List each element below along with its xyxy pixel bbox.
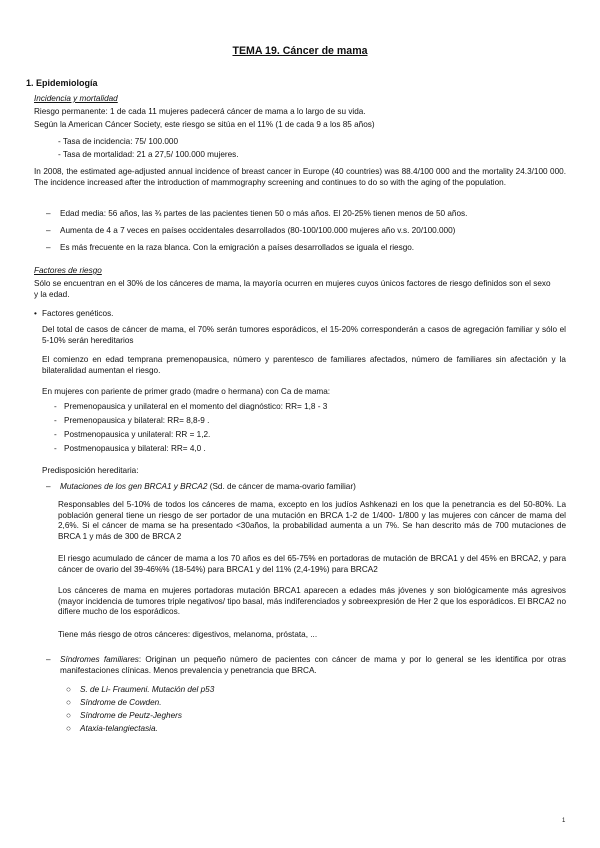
circle-bullet-marker: ○	[66, 698, 71, 707]
circle-bullet-marker: ○	[66, 685, 71, 694]
riesgo-permanente-line: Riesgo permanente: 1 de cada 11 mujeres padecerá cáncer de mama a lo largo de su vida.	[34, 107, 366, 116]
factores-intro: Sólo se encuentran en el 30% de los cánceres de mama, la mayoría ocurren en mujeres cuyos únicos factores de riesgo definidos son el sexo y la edad.	[34, 279, 551, 299]
sindromes-paragraph	[60, 655, 566, 676]
dash-marker: -	[54, 402, 57, 411]
page-number: 1	[562, 818, 566, 824]
sindrome-item: Ataxia-telangiectasia.	[80, 724, 158, 733]
dash-bullet-marker: –	[46, 482, 51, 491]
circle-bullet-marker: ○	[66, 724, 71, 733]
page-title: TEMA 19. Cáncer de mama	[232, 45, 368, 57]
circle-bullet-marker: ○	[66, 711, 71, 720]
acs-line: Según la American Cáncer Society, este riesgo se sitúa en el 11% (1 de cada 9 a los 85 años)	[34, 120, 375, 129]
dash-bullet-marker: –	[46, 226, 51, 235]
brca-heading	[60, 482, 356, 493]
section-heading-epidemiologia: 1. Epidemiología	[26, 78, 98, 88]
pariente-intro: En mujeres con pariente de primer grado (madre o hermana) con Ca de mama:	[42, 387, 331, 396]
bullet-dot-marker: •	[34, 309, 37, 318]
bullet-edad-media: Edad media: 56 años, las ¾ partes de las pacientes tienen 50 o más años. El 20-25% tienen menos de 50 años.	[60, 209, 468, 218]
pariente-item: Postmenopausica y bilateral: RR= 4,0 .	[64, 444, 206, 453]
pariente-item: Premenopausica y bilateral: RR= 8,8-9 .	[64, 416, 210, 425]
bullet-paises-occidentales: Aumenta de 4 a 7 veces en países occidentales desarrollados (80-100/100.000 mujeres año v.s. 20/100.000)	[60, 226, 456, 235]
dash-bullet-marker: –	[46, 655, 51, 664]
europe-paragraph: In 2008, the estimated age-adjusted annual incidence of breast cancer in Europe (40 countries) was 88.4/100 000 and the mortality 24.3/100 000. The incidence increased after the introduction of mammography screening and continues to do so with the aging of the population.	[34, 167, 566, 187]
subheading-factores-riesgo: Factores de riesgo	[34, 266, 102, 275]
sindromes-text: : Originan un pequeño número de pacientes con cáncer de mama y por lo general se les identifica por otras manifestaciones clínicas. Menos prevalencia y penetrancia que BRCA.	[60, 655, 566, 675]
sindrome-item: Síndrome de Peutz-Jeghers	[80, 711, 182, 720]
subheading-incidencia: Incidencia y mortalidad	[34, 94, 118, 103]
factores-geneticos-label: Factores genéticos.	[42, 309, 114, 318]
sindrome-item: Síndrome de Cowden.	[80, 698, 162, 707]
brca-heading-italic: Mutaciones de los gen BRCA1 y BRCA2	[60, 482, 208, 491]
brca-paragraph-2: El riesgo acumulado de cáncer de mama a los 70 años es del 65-75% en portadoras de mutación de BRCA1 y del 45% en BRCA2, y para cáncer de ovario del 39-46%% (18-54%) para BRCA1 y del 11% (2,4-19%) para BRCA2	[58, 554, 566, 574]
sindrome-item: S. de Li- Fraumeni. Mutación del p53	[80, 685, 215, 694]
tasa-mortalidad: - Tasa de mortalidad: 21 a 27,5/ 100.000 mujeres.	[58, 150, 239, 159]
sindromes-label: Síndromes familiares	[60, 655, 139, 664]
dash-bullet-marker: –	[46, 209, 51, 218]
dash-marker: -	[54, 430, 57, 439]
brca-paragraph-4: Tiene más riesgo de otros cánceres: digestivos, melanoma, próstata, ...	[58, 630, 318, 639]
brca-paragraph-3: Los cánceres de mama en mujeres portadoras mutación BRCA1 aparecen a edades más jóvenes y son biológicamente más agresivos (mayor incidencia de tumores triple negativos/ tipo basal, más indiferenciados y sobreexpresión de Her 2 que los esporádicos. El BRCA2 no difiere mucho de los esporádicos.	[58, 586, 566, 617]
predisposicion-label: Predisposición hereditaria:	[42, 466, 139, 475]
dash-bullet-marker: –	[46, 243, 51, 252]
brca-paragraph-1: Responsables del 5-10% de todos los cánceres de mama, excepto en los judíos Ashkenazi en los que la penetrancia es del 50-80%. La población general tiene un riesgo de ser portador de una mutación en BRCA 1-2 de 1/400- 1/800 y las mujeres con cáncer de mama del 2,6%. Si el cáncer de mama se ha presentado <30años, la probabilidad aumenta a un 7%. Se han descrito más de 700 mutaciones de BRCA 1 y más de 300 de BRCA 2	[58, 500, 566, 541]
dash-marker: -	[54, 416, 57, 425]
pariente-item: Premenopausica y unilateral en el momento del diagnóstico: RR= 1,8 - 3	[64, 402, 328, 411]
geneticos-paragraph-1: Del total de casos de cáncer de mama, el 70% serán tumores esporádicos, el 15-20% corresponderán a casos de agregación familiar y sólo el 5-10% serán hereditarios	[42, 325, 566, 345]
bullet-raza-blanca: Es más frecuente en la raza blanca. Con la emigración a países desarrollados se iguala el riesgo.	[60, 243, 415, 252]
dash-marker: -	[54, 444, 57, 453]
geneticos-paragraph-2: El comienzo en edad temprana premenopausica, número y parentesco de familiares afectados, número de familiares sin afectación y la bilateralidad aumentan el riesgo.	[42, 355, 566, 375]
brca-heading-rest: (Sd. de cáncer de mama-ovario familiar)	[209, 482, 356, 491]
pariente-item: Postmenopausica y unilateral: RR = 1,2.	[64, 430, 211, 439]
tasa-incidencia: - Tasa de incidencia: 75/ 100.000	[58, 137, 179, 146]
